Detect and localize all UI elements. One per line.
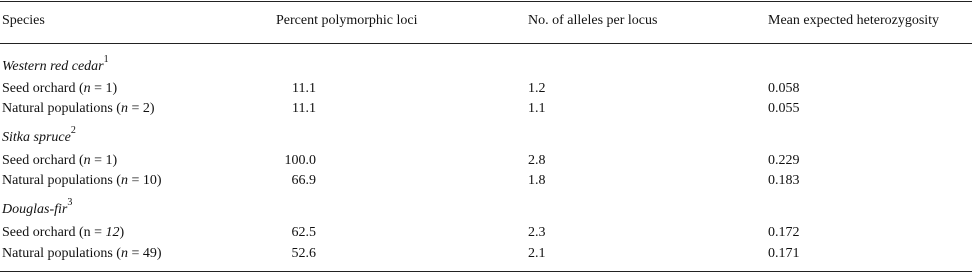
header-polymorphic-loci: Percent polymorphic loci [276, 13, 418, 28]
cell-alleles-per-locus: 2.1 [528, 246, 546, 261]
group-heading-western-red-cedar [0, 54, 972, 77]
cell-alleles-per-locus: 1.2 [528, 81, 546, 96]
cell-polymorphic-loci: 62.5 [291, 225, 316, 240]
table-row [0, 79, 972, 99]
footnote-marker: 1 [103, 54, 109, 65]
cell-heterozygosity: 0.171 [768, 246, 800, 261]
header-heterozygosity: Mean expected heterozygosity [768, 13, 940, 28]
cell-polymorphic-loci: 66.9 [291, 173, 316, 188]
cell-alleles-per-locus: 2.8 [528, 153, 546, 168]
cell-heterozygosity: 0.172 [768, 225, 800, 240]
group-heading-sitka-spruce [0, 125, 972, 148]
cell-alleles-per-locus: 1.1 [528, 101, 546, 116]
cell-heterozygosity: 0.055 [768, 101, 800, 116]
group-title: Western red cedar$^1$ [2, 54, 109, 74]
table-row [0, 244, 972, 264]
cell-alleles-per-locus: 2.3 [528, 225, 546, 240]
table-row [0, 99, 972, 119]
cell-heterozygosity: 0.183 [768, 173, 800, 188]
group-title: Douglas-fir$^3$ [2, 197, 73, 217]
footnote-marker: 2 [70, 125, 76, 136]
footnote-marker: 3 [67, 197, 73, 208]
table-top-rule [0, 1, 972, 2]
row-label: Natural populations (n = 49) [2, 246, 162, 261]
cell-heterozygosity: 0.058 [768, 81, 800, 96]
table-bottom-rule [0, 271, 972, 272]
cell-polymorphic-loci: 11.1 [292, 101, 316, 116]
cell-polymorphic-loci: 11.1 [292, 81, 316, 96]
header-species: Species [2, 13, 45, 28]
table-header-rule [0, 43, 972, 44]
table-header-row [0, 11, 972, 31]
cell-polymorphic-loci: 100.0 [284, 153, 316, 168]
header-alleles-per-locus: No. of alleles per locus [528, 13, 658, 28]
row-label: Seed orchard (n = 1) [2, 81, 118, 96]
row-label: Seed orchard (n = 1) [2, 153, 118, 168]
row-label: Seed orchard (n = 12) [2, 225, 125, 240]
group-title: Sitka spruce$^2$ [2, 125, 76, 145]
table-row [0, 171, 972, 191]
table-row [0, 223, 972, 243]
row-label: Natural populations (n = 2) [2, 101, 155, 116]
table-row [0, 151, 972, 171]
cell-alleles-per-locus: 1.8 [528, 173, 546, 188]
cell-heterozygosity: 0.229 [768, 153, 800, 168]
cell-polymorphic-loci: 52.6 [291, 246, 316, 261]
group-heading-douglas-fir [0, 197, 972, 220]
row-label: Natural populations (n = 10) [2, 173, 162, 188]
